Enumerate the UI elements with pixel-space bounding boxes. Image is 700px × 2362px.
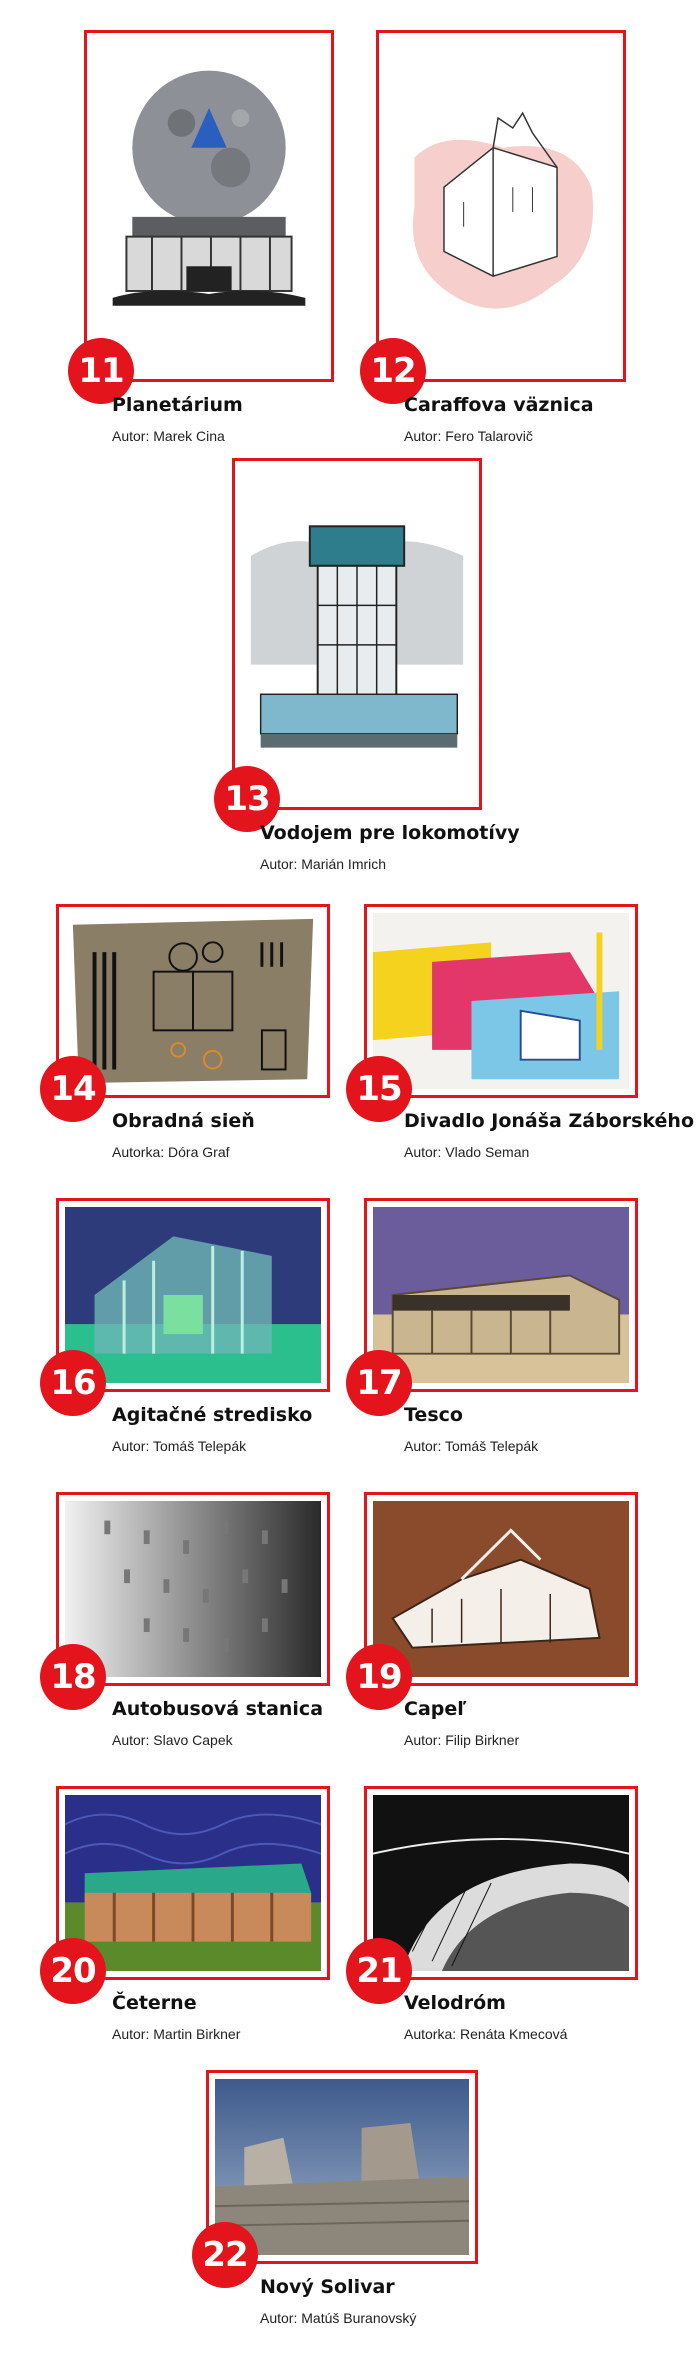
artwork-image [215, 2079, 469, 2255]
card-author: Autorka: Dóra Graf [112, 1144, 230, 1160]
card-author: Autorka: Renáta Kmecová [404, 2026, 568, 2042]
number-badge: 22 [192, 2222, 258, 2288]
card-author: Autor: Marek Cina [112, 428, 225, 444]
card-title[interactable]: Caraffova väznica [404, 394, 594, 416]
card-title[interactable]: Velodróm [404, 1992, 506, 2014]
card-author: Autor: Tomáš Telepák [404, 1438, 539, 1454]
card-author: Autor: Marián Imrich [260, 856, 387, 872]
card-author: Autor: Fero Talarovič [404, 428, 533, 444]
card-title[interactable]: Divadlo Jonáša Záborského [404, 1110, 695, 1132]
number-badge: 17 [346, 1350, 412, 1416]
card-title[interactable]: Tesco [404, 1404, 463, 1426]
artwork-image [65, 913, 321, 1089]
card-author: Autor: Tomáš Telepák [112, 1438, 247, 1454]
artwork-image [65, 1795, 321, 1971]
card-title[interactable]: Autobusová stanica [112, 1698, 324, 1720]
number-badge: 21 [346, 1938, 412, 2004]
artwork-image [241, 467, 473, 801]
number-badge: 15 [346, 1056, 412, 1122]
number-badge: 20 [40, 1938, 106, 2004]
artwork-image [93, 39, 325, 373]
number-badge: 16 [40, 1350, 106, 1416]
number-badge: 18 [40, 1644, 106, 1710]
card-title[interactable]: Agitačné stredisko [112, 1404, 313, 1426]
card-author: Autor: Filip Birkner [404, 1732, 520, 1748]
card-title[interactable]: Planetárium [112, 394, 243, 416]
artwork-image [373, 1207, 629, 1383]
card-title[interactable]: Obradná sieň [112, 1110, 255, 1132]
card-title[interactable]: Četerne [112, 1992, 197, 2014]
artwork-image [373, 1501, 629, 1677]
number-badge: 11 [68, 338, 134, 404]
card-author: Autor: Martin Birkner [112, 2026, 241, 2042]
card-title[interactable]: Nový Solivar [260, 2276, 395, 2298]
artwork-image [65, 1501, 321, 1677]
card-title[interactable]: Vodojem pre lokomotívy [260, 822, 520, 844]
number-badge: 12 [360, 338, 426, 404]
artwork-frame[interactable] [376, 30, 626, 382]
artwork-frame[interactable] [232, 458, 482, 810]
artwork-image [65, 1207, 321, 1383]
card-title[interactable]: Capeľ [404, 1698, 467, 1720]
card-author: Autor: Matúš Buranovský [260, 2310, 417, 2326]
number-badge: 13 [214, 766, 280, 832]
artwork-frame[interactable] [84, 30, 334, 382]
number-badge: 19 [346, 1644, 412, 1710]
artwork-image [373, 913, 629, 1089]
card-author: Autor: Slavo Capek [112, 1732, 233, 1748]
card-author: Autor: Vlado Seman [404, 1144, 530, 1160]
artwork-image [385, 39, 617, 373]
artwork-image [373, 1795, 629, 1971]
number-badge: 14 [40, 1056, 106, 1122]
